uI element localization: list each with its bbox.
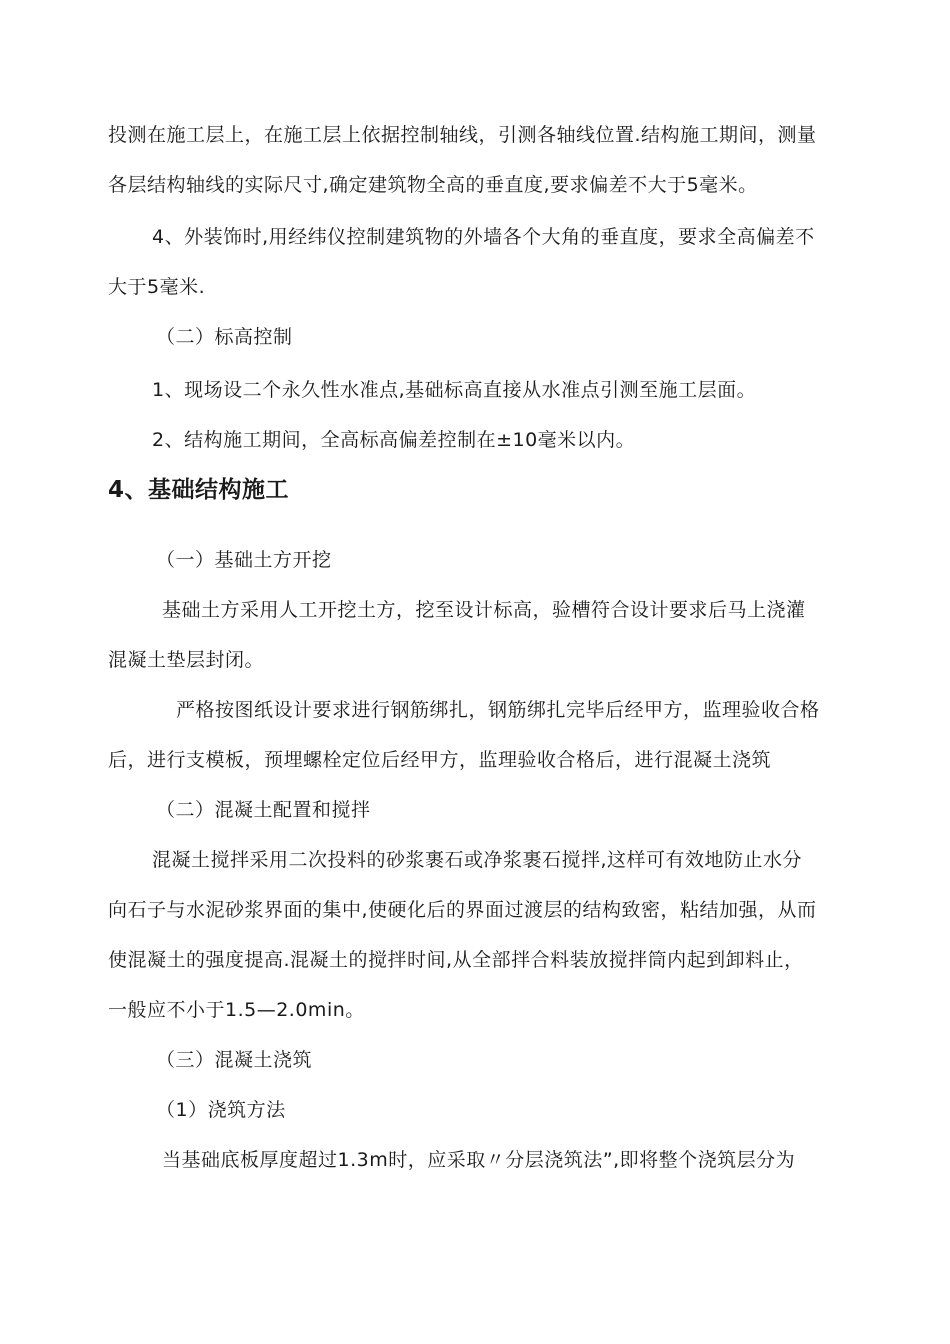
subsection-heading: （三）混凝土浇筑: [156, 1049, 313, 1071]
body-text-line: 基础土方采用人工开挖土方，挖至设计标高，验槽符合设计要求后马上浇灌: [162, 599, 806, 621]
subsection-heading: （1）浇筑方法: [156, 1099, 286, 1121]
body-text-line: 当基础底板厚度超过1.3m时，应采取〃分层浇筑法”,即将整个浇筑层分为: [162, 1149, 796, 1171]
body-text-line: 大于5毫米.: [108, 276, 206, 298]
section-heading: 4、基础结构施工: [108, 477, 290, 503]
body-text-line: 各层结构轴线的实际尺寸,确定建筑物全高的垂直度,要求偏差不大于5毫米。: [108, 174, 758, 196]
body-text-line: 1、现场设二个永久性水准点,基础标高直接从水准点引测至施工层面。: [152, 379, 757, 401]
body-text-line: 使混凝土的强度提高.混凝土的搅拌时间,从全部拌合料装放搅拌筒内起到卸料止，: [108, 949, 804, 971]
body-text-line: 向石子与水泥砂浆界面的集中,使硬化后的界面过渡层的结构致密，粘结加强，从而: [108, 899, 817, 921]
body-text-line: 混凝土搅拌采用二次投料的砂浆裹石或净浆裹石搅拌,这样可有效地防止水分: [152, 849, 803, 871]
body-text-line: 2、结构施工期间，全高标高偏差控制在±10毫米以内。: [152, 429, 636, 451]
subsection-heading: （一）基础土方开挖: [156, 549, 332, 571]
body-text-line: 一般应不小于1.5—2.0min。: [108, 999, 365, 1021]
body-text-line: 混凝土垫层封闭。: [108, 649, 265, 671]
subsection-heading: （二）标高控制: [156, 326, 293, 348]
subsection-heading: （二）混凝土配置和搅拌: [156, 799, 371, 821]
body-text-line: 严格按图纸设计要求进行钢筋绑扎，钢筋绑扎完毕后经甲方，监理验收合格: [176, 699, 820, 721]
body-text-line: 投测在施工层上，在施工层上依据控制轴线，引测各轴线位置.结构施工期间，测量: [108, 124, 817, 146]
body-text-line: 后，进行支模板，预埋螺栓定位后经甲方，监理验收合格后，进行混凝土浇筑: [108, 749, 772, 771]
body-text-line: 4、外装饰时,用经纬仪控制建筑物的外墙各个大角的垂直度，要求全高偏差不: [152, 226, 815, 248]
